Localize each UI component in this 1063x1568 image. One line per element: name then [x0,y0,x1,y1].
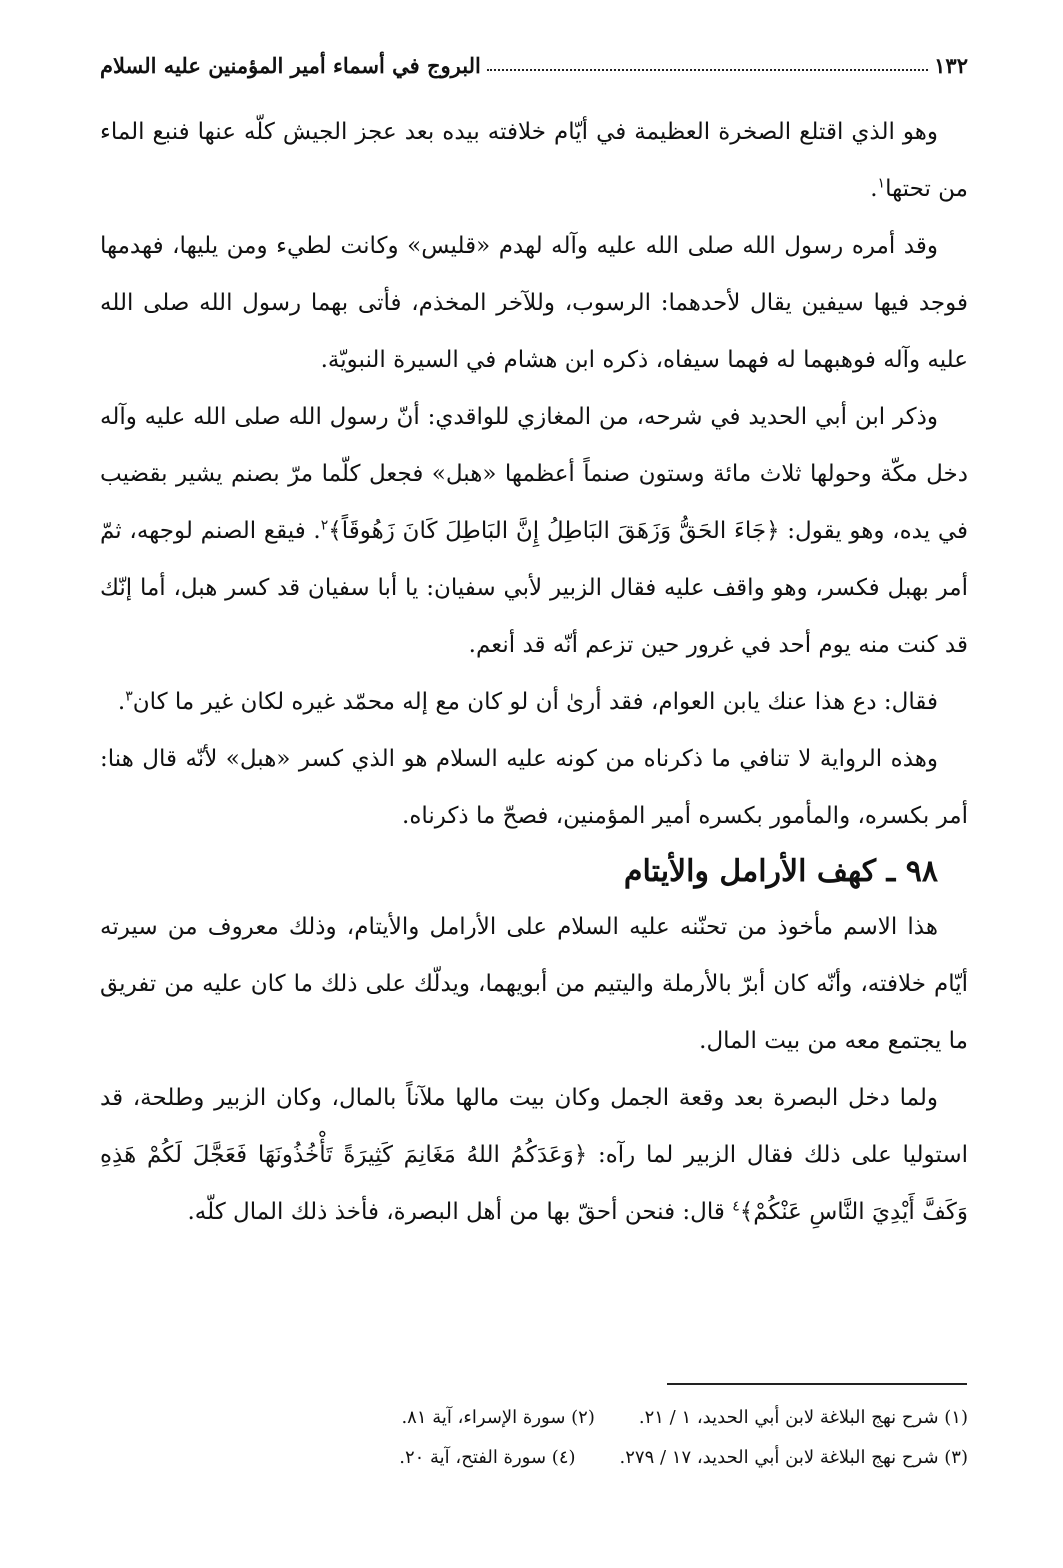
footnote-row [100,1438,968,1478]
header-dot-leader [487,69,928,71]
paragraph [100,1070,968,1241]
paragraph-text: . فيقع الصنم لوجهه، ثمّ أمر بهبل فكسر، وهو واقف عليه فقال الزبير لأبي سفيان: يا أبا سفيان قد كسر هبل، أما إنّك قد كنت منه يوم أحد في غرور حين تزعم أنّه قد أنعم. [100,518,968,658]
section-heading: ٩٨ ـ كهف الأرامل والأيتام [623,854,938,889]
footnote-2: (٢) سورة الإسراء، آية ٨١. [401,1407,595,1428]
footnote-marker: ٤ [732,1198,740,1215]
paragraph: وهو الذي اقتلع الصخرة العظيمة في أيّام خلافته بيده بعد عجز الجيش كلّه عنها فنبع الماء من تحتها$^١$. [100,119,968,202]
footnote-marker: ١ [877,175,886,192]
paragraph-text: وقد أمره رسول الله صلى الله عليه وآله لهدم «قليس» وكانت لطيء ومن يليها، فهدمها فوجد فيها سيفين يقال لأحدهما: الرسوب، وللآخر المخذم، فأتى بهما رسول الله صلى الله عليه وآله فوهبهما له فهما سيفاه، ذكره ابن هشام في السيرة النبويّة. [100,233,968,373]
paragraph-text: فقال: دع هذا عنك يابن العوام، فقد أرىٰ أن لو كان مع إله محمّد غيره لكان غير ما كان [132,689,938,715]
footnote-row [100,1398,968,1438]
paragraph-text: هذا الاسم مأخوذ من تحنّنه عليه السلام على الأرامل والأيتام، وذلك معروف من سيرته أيّام خلافته، وأنّه كان أبرّ بالأرملة واليتيم من أبويهما، ويدلّك على ذلك ما كان عليه من تفريق ما يجتمع معه من بيت المال. [100,914,968,1054]
paragraph [100,899,968,1070]
paragraph-text: وهو الذي اقتلع الصخرة العظيمة في أيّام خلافته بيده بعد عجز الجيش كلّه عنها فنبع الماء من تحتها [100,119,968,202]
footnote-divider [667,1383,967,1385]
paragraph-text: وهذه الرواية لا تنافي ما ذكرناه من كونه عليه السلام هو الذي كسر «هبل» لأنّه قال هنا: أمر بكسره، والمأمور بكسره أمير المؤمنين، فصحّ ما ذكرناه. [100,746,968,829]
footnotes [100,1398,968,1478]
paragraph [100,218,968,389]
footnote-marker: ٢ [320,517,329,534]
footnote-4: (٤) سورة الفتح، آية ٢٠. [399,1447,576,1468]
main-text [100,104,968,1241]
paragraph [100,731,968,845]
footnote-3: (٣) شرح نهج البلاغة لابن أبي الحديد، ١٧ / ٢٧٩. [619,1447,968,1468]
paragraph-text: ولما دخل البصرة بعد وقعة الجمل وكان بيت مالها ملآناً بالمال، وكان الزبير وطلحة، قد استوليا على ذلك فقال الزبير لما رآه: ﴿وَعَدَكُمُ اللهُ مَغَانِمَ كَثِيرَةً تَأْخُذُونَهَا فَعَجَّلَ لَكُمْ هَذِهِ وَكَفَّ أَيْدِيَ النَّاسِ عَنْكُمْ﴾ [100,1085,968,1225]
paragraph [100,389,968,674]
footnote-1: (١) شرح نهج البلاغة لابن أبي الحديد، ١ / ٢١. [638,1407,968,1428]
paragraph-text: وذكر ابن أبي الحديد في شرحه، من المغازي للواقدي: أنّ رسول الله صلى الله عليه وآله دخل مكّة وحولها ثلاث مائة وستون صنماً أعظمها «هبل» فجعل كلّما مرّ بصنم يشير بقضيب في يده، وهو يقول: ﴿جَاءَ الحَقُّ وَزَهَقَ البَاطِلُ إِنَّ البَاطِلَ كَانَ زَهُوقَاً﴾ [100,404,968,544]
page-number: ١٣٢ [934,53,968,78]
paragraph-text: قال: فنحن أحقّ بها من أهل البصرة، فأخذ ذلك المال كلّه. [187,1199,725,1225]
footnote-marker: ٣ [125,688,133,705]
running-title: البروج في أسماء أمير المؤمنين عليه السلام [100,53,481,78]
paragraph: فقال: دع هذا عنك يابن العوام، فقد أرىٰ أن لو كان مع إله محمّد غيره لكان غير ما كان$^٣$. [117,688,938,715]
running-header [100,38,968,78]
